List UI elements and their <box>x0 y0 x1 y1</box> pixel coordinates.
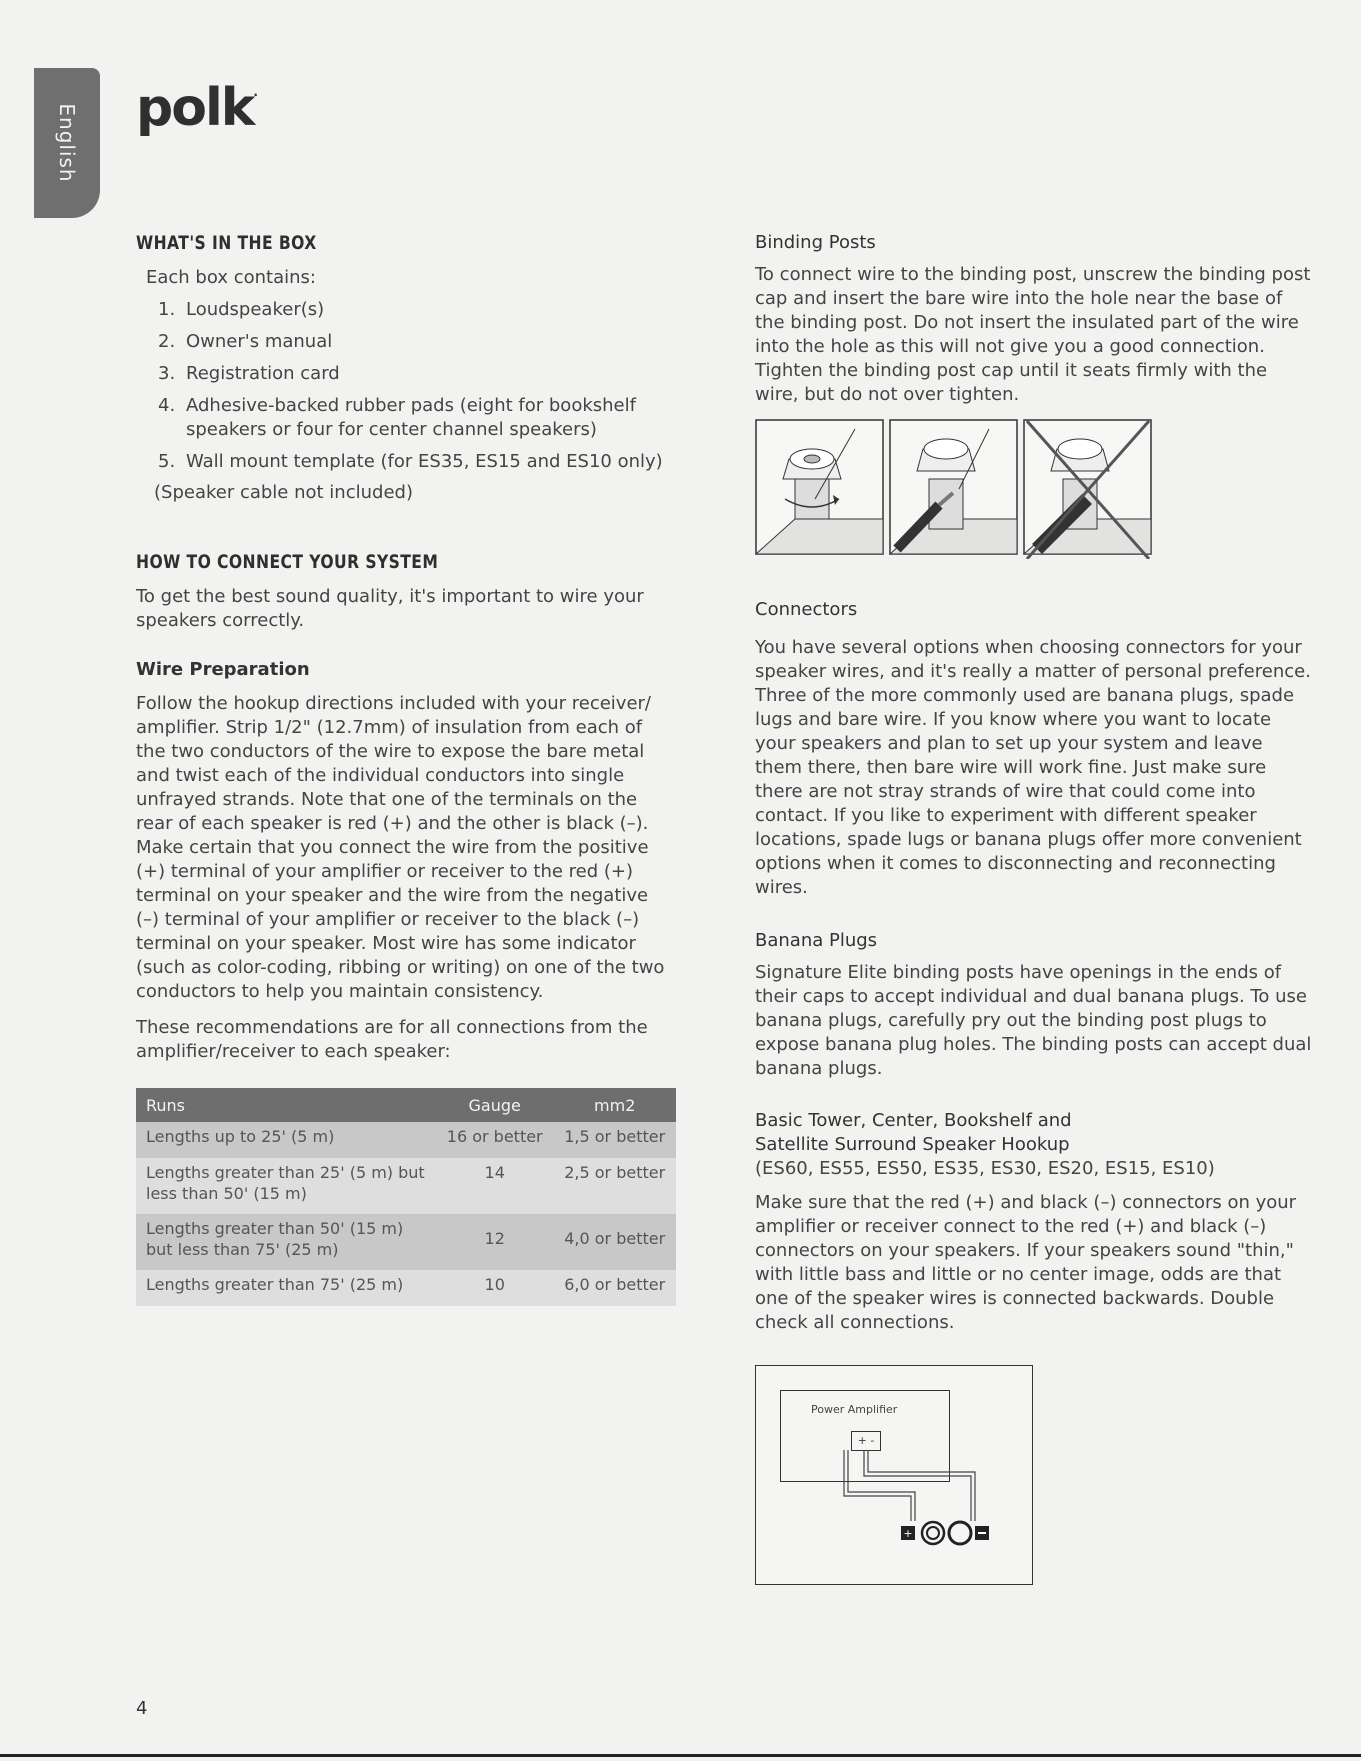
recommend-text: These recommendations are for all connections from the amplifier/receiver to each speaker: <box>136 1017 648 1062</box>
right-column <box>755 232 1315 1585</box>
connect-intro: To get the best sound quality, it's important to wire your speakers correctly. <box>136 586 644 631</box>
basic-hookup-models: (ES60, ES55, ES50, ES35, ES30, ES20, ES15, ES10) <box>755 1158 1215 1179</box>
language-tab <box>34 68 100 218</box>
hookup-diagram <box>755 1365 1033 1585</box>
how-to-connect-heading: HOW TO CONNECT YOUR SYSTEM <box>136 551 439 573</box>
list-item: 4. Adhesive-backed rubber pads (eight for bookshelf speakers or four for center channel speakers) <box>158 395 636 440</box>
connectors-heading: Connectors <box>755 599 858 620</box>
binding-post-wrong-way-illustration <box>1024 420 1151 559</box>
amp-terminals: + - <box>851 1431 881 1451</box>
box-contents-list <box>136 298 676 474</box>
binding-post-unscrew-illustration <box>756 420 883 554</box>
table-row: Lengths up to 25' (5 m) 16 or better 1,5 or better <box>136 1122 676 1158</box>
column-header: Runs <box>136 1088 436 1122</box>
column-header: mm2 <box>553 1088 676 1122</box>
banana-plugs-text: Signature Elite binding posts have openings in the ends of their caps to accept individual and dual banana plugs. To use banana plugs, carefully pry out the binding post plugs to expose banana plug holes. The binding posts can accept dual banana plugs. <box>755 962 1312 1079</box>
speaker-wire-lines <box>756 1366 1034 1586</box>
list-item: 3. Registration card <box>158 363 340 384</box>
wire-prep-text: Follow the hookup directions included with your receiver/ amplifier. Strip 1/2" (12.7mm) of insulation from each of the two conductors of the wire to expose the bare metal and twist each of the individual conductors into single unfrayed strands. Note that one of the terminals on the rear of each speaker is red (+) and the other is black (–). Make certain that you connect the wire from the positive (+) terminal of your amplifier or receiver to the red (+) terminal on your speaker and the wire from the negative (–) terminal of your amplifier or receiver to the black (–) terminal on your speaker. Most wire has some indicator (such as color-coding, ribbing or writing) on one of the two conductors to help you maintain consistency. <box>136 693 665 1002</box>
page-number: 4 <box>136 1698 148 1719</box>
whats-in-box-heading: WHAT'S IN THE BOX <box>136 232 317 254</box>
column-header: Gauge <box>436 1088 553 1122</box>
bottom-edge-line <box>0 1754 1361 1757</box>
list-item: 5. Wall mount template (for ES35, ES15 and ES10 only) <box>158 451 663 472</box>
banana-plugs-heading: Banana Plugs <box>755 930 878 951</box>
wire-gauge-table <box>136 1088 676 1306</box>
table-header-row <box>136 1088 676 1122</box>
svg-text:+: + <box>903 1527 913 1540</box>
left-column <box>136 232 676 1306</box>
binding-post-insert-wire-illustration <box>890 420 1017 554</box>
binding-posts-heading: Binding Posts <box>755 232 876 253</box>
basic-hookup-text: Make sure that the red (+) and black (–) connectors on your amplifier or receiver connect to the red (+) and black (–) connectors on your speakers. If your speakers sound "thin," with little bass and little or no center image, odds are that one of the speaker wires is connected backwards. Double check all connections. <box>755 1192 1297 1333</box>
binding-post-illustrations <box>755 419 1155 559</box>
box-intro: Each box contains: <box>146 267 316 288</box>
cable-note: (Speaker cable not included) <box>154 482 413 503</box>
table-row: Lengths greater than 75' (25 m) 10 6,0 or better <box>136 1270 676 1306</box>
table-row: Lengths greater than 25' (5 m) but less than 50' (15 m) 14 2,5 or better <box>136 1158 676 1214</box>
amp-label: Power Amplifier <box>811 1403 898 1416</box>
list-item: 2. Owner's manual <box>158 331 333 352</box>
list-item: 1. Loudspeaker(s) <box>158 299 325 320</box>
connectors-text: You have several options when choosing connectors for your speaker wires, and it's really a matter of personal preference. Three of the more commonly used are banana plugs, spade lugs and bare wire. If you know where you want to locate your speakers and plan to set up your system and leave them there, then bare wire will work fine. Just make sure there are not stray strands of wire that could come into contact. If you like to experiment with different speaker locations, spade lugs or banana plugs offer more convenient options when it comes to disconnecting and reconnecting wires. <box>755 637 1311 898</box>
wire-prep-heading: Wire Preparation <box>136 659 310 680</box>
binding-posts-text: To connect wire to the binding post, unscrew the binding post cap and insert the bare wire into the hole near the base of the binding post. Do not insert the insulated part of the wire into the hole as this will not give you a good connection. Tighten the binding post cap until it seats firmly with the wire, but do not over tighten. <box>755 264 1311 405</box>
table-row: Lengths greater than 50' (15 m) but less than 75' (25 m) 12 4,0 or better <box>136 1214 676 1270</box>
language-label: English <box>55 103 79 183</box>
brand-logo: polk· <box>136 78 256 138</box>
basic-hookup-heading: Basic Tower, Center, Bookshelf and Satellite Surround Speaker Hookup <box>755 1110 1072 1155</box>
